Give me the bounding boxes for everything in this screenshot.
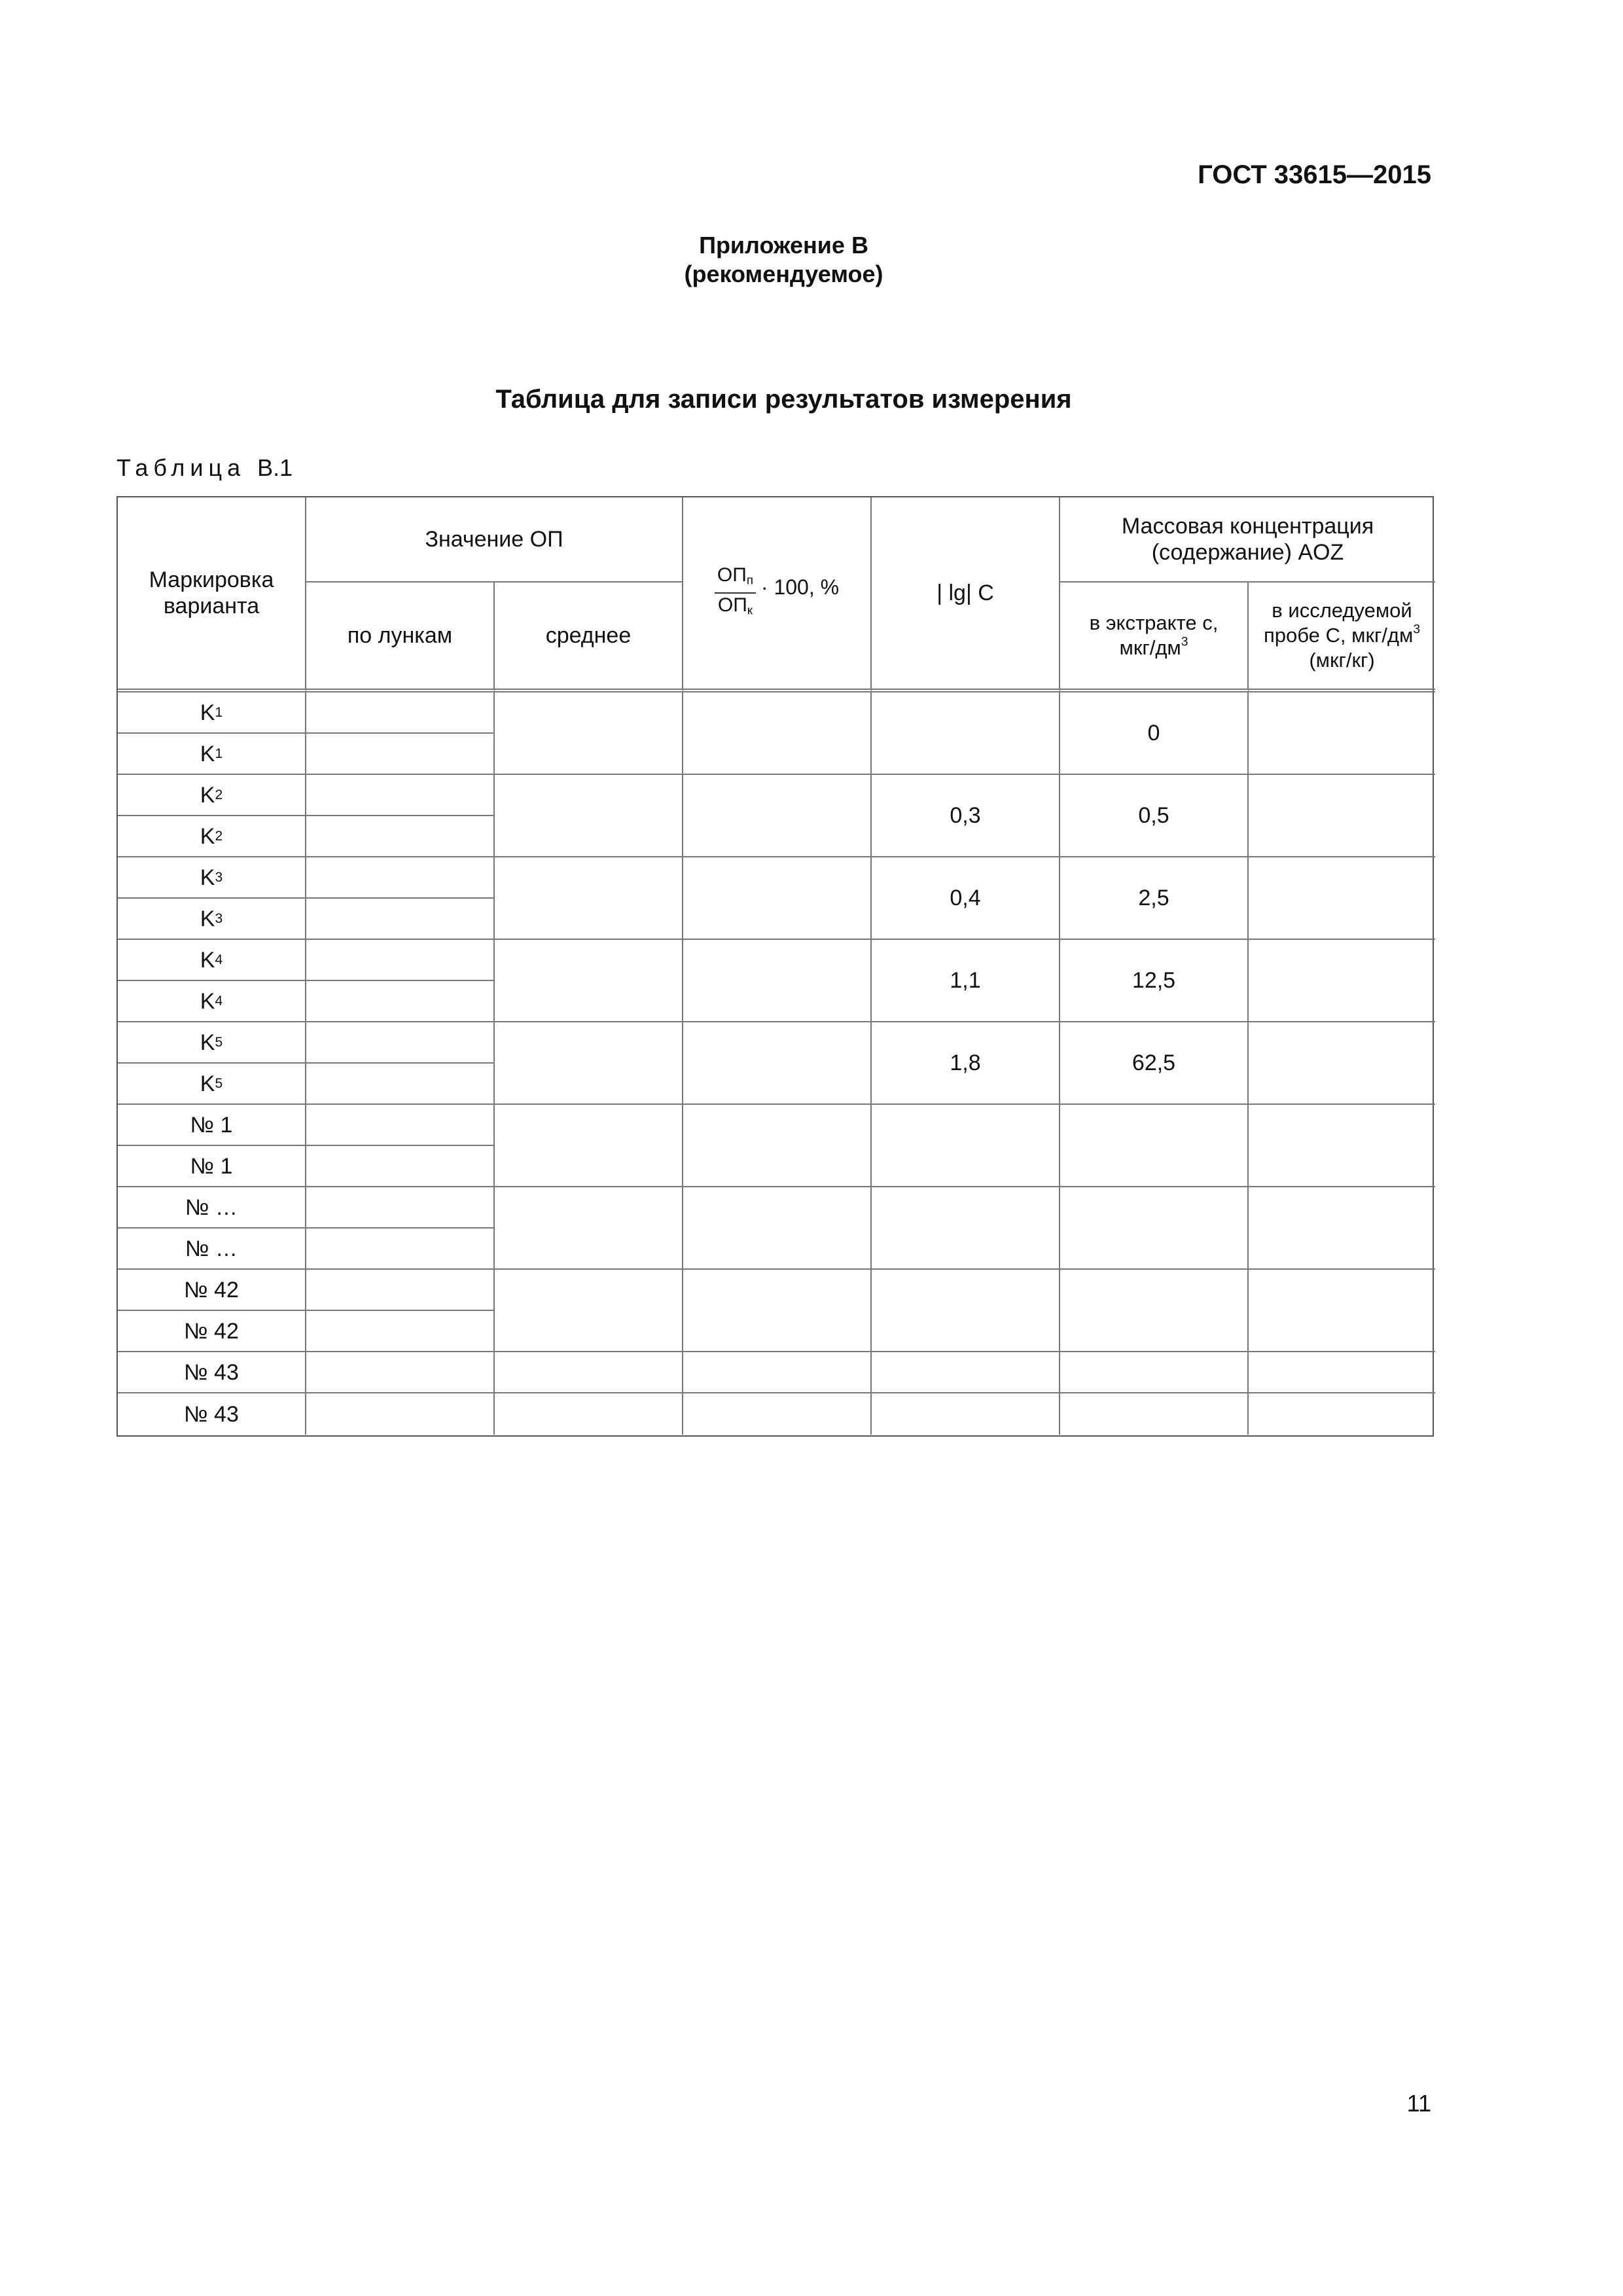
op-mean-cell (495, 775, 683, 857)
header-op-wells: по лункам (306, 583, 495, 692)
row-label: K 2 (118, 775, 306, 816)
lg-cell (872, 1270, 1060, 1352)
lg-cell (872, 1187, 1060, 1270)
table-label-number: В.1 (257, 454, 293, 481)
op-wells-cell (306, 1022, 495, 1064)
op-ratio-cell (683, 692, 872, 775)
op-ratio-cell (683, 1352, 872, 1393)
op-ratio-cell (683, 1105, 872, 1187)
op-ratio-cell (683, 1022, 872, 1105)
op-mean-cell (495, 1105, 683, 1187)
header-extract: в экстракте c, мкг/$дм^3$ (1060, 583, 1249, 692)
appendix-title: Приложение В (699, 232, 868, 259)
op-ratio-formula (715, 564, 839, 622)
sample-conc-cell (1249, 1187, 1435, 1270)
header-mass-concentration: Массовая концентрация (содержание) AOZ (1060, 497, 1435, 583)
op-ratio-cell (683, 857, 872, 940)
header-op-mean: среднее (495, 583, 683, 692)
op-wells-cell (306, 1229, 495, 1270)
sample-conc-cell (1249, 1105, 1435, 1187)
sample-conc-cell (1249, 1352, 1435, 1393)
extract-conc-cell (1060, 1393, 1249, 1435)
row-label: № 42 (118, 1270, 306, 1311)
op-mean-cell (495, 1270, 683, 1352)
op-wells-cell (306, 857, 495, 899)
row-label: № 43 (118, 1352, 306, 1393)
row-label: № … (118, 1229, 306, 1270)
row-label: № 42 (118, 1311, 306, 1352)
header-op-value: Значение ОП (306, 497, 683, 583)
section-title: Таблица для записи результатов измерения (495, 385, 1072, 414)
op-mean-cell (495, 1187, 683, 1270)
lg-cell: 0,3 (872, 775, 1060, 857)
results-table (116, 496, 1434, 1437)
extract-conc-cell: 0 (1060, 692, 1249, 775)
ratio-numerator: $ОП_п$ (715, 564, 756, 594)
op-ratio-cell (683, 1393, 872, 1435)
row-label: K 3 (118, 899, 306, 940)
row-label: № 1 (118, 1105, 306, 1146)
lg-cell (872, 1105, 1060, 1187)
header-lg: | lg| C (872, 497, 1060, 692)
op-wells-cell (306, 899, 495, 940)
op-wells-cell (306, 1270, 495, 1311)
appendix-heading (0, 231, 1567, 289)
row-label: K 5 (118, 1064, 306, 1105)
row-label: K 1 (118, 734, 306, 775)
table-label (116, 454, 293, 482)
op-mean-cell (495, 1022, 683, 1105)
op-wells-cell (306, 1064, 495, 1105)
op-ratio-cell (683, 940, 872, 1022)
op-wells-cell (306, 1105, 495, 1146)
standard-number: ГОСТ 33615—2015 (1198, 160, 1431, 189)
extract-conc-cell: 62,5 (1060, 1022, 1249, 1105)
header-variant: Маркировка варианта (118, 497, 306, 692)
extract-conc-cell: 12,5 (1060, 940, 1249, 1022)
op-wells-cell (306, 1311, 495, 1352)
op-wells-cell (306, 1146, 495, 1187)
ratio-denominator: $ОП_к$ (717, 594, 753, 617)
lg-cell (872, 1352, 1060, 1393)
sample-conc-cell (1249, 940, 1435, 1022)
sample-conc-cell (1249, 775, 1435, 857)
row-label: K 2 (118, 816, 306, 857)
extract-conc-cell (1060, 1187, 1249, 1270)
row-label: K 4 (118, 940, 306, 981)
row-label: K 4 (118, 981, 306, 1022)
op-wells-cell (306, 940, 495, 981)
page-number: 11 (1406, 2090, 1431, 2117)
sample-conc-cell (1249, 857, 1435, 940)
sample-conc-cell (1249, 692, 1435, 775)
op-wells-cell (306, 981, 495, 1022)
extract-conc-cell (1060, 1352, 1249, 1393)
extract-conc-cell: 2,5 (1060, 857, 1249, 940)
row-label: K 5 (118, 1022, 306, 1064)
op-mean-cell (495, 857, 683, 940)
lg-cell: 0,4 (872, 857, 1060, 940)
row-label: № 1 (118, 1146, 306, 1187)
extract-conc-cell: 0,5 (1060, 775, 1249, 857)
sample-conc-cell (1249, 1022, 1435, 1105)
header-sample: в исследуемой пробе C, мкг/$дм^3$ (мкг/кг) (1249, 583, 1435, 692)
table-label-word: Таблица (116, 454, 246, 481)
row-label: K 1 (118, 692, 306, 734)
op-mean-cell (495, 692, 683, 775)
row-label: K 3 (118, 857, 306, 899)
lg-cell: 1,1 (872, 940, 1060, 1022)
row-label: № 43 (118, 1393, 306, 1435)
op-wells-cell (306, 1393, 495, 1435)
op-ratio-cell (683, 1187, 872, 1270)
extract-conc-cell (1060, 1270, 1249, 1352)
appendix-status: (рекомендуемое) (684, 260, 883, 287)
header-op-ratio (683, 497, 872, 692)
sample-conc-cell (1249, 1393, 1435, 1435)
op-ratio-cell (683, 1270, 872, 1352)
op-mean-cell (495, 1393, 683, 1435)
lg-cell (872, 692, 1060, 775)
op-wells-cell (306, 734, 495, 775)
op-mean-cell (495, 940, 683, 1022)
op-wells-cell (306, 775, 495, 816)
op-ratio-cell (683, 775, 872, 857)
lg-cell: 1,8 (872, 1022, 1060, 1105)
op-wells-cell (306, 816, 495, 857)
sample-conc-cell (1249, 1270, 1435, 1352)
extract-conc-cell (1060, 1105, 1249, 1187)
op-wells-cell (306, 1187, 495, 1229)
row-label: № … (118, 1187, 306, 1229)
ratio-multiplier: · 100, % (760, 575, 840, 599)
op-wells-cell (306, 692, 495, 734)
op-mean-cell (495, 1352, 683, 1393)
op-wells-cell (306, 1352, 495, 1393)
lg-cell (872, 1393, 1060, 1435)
